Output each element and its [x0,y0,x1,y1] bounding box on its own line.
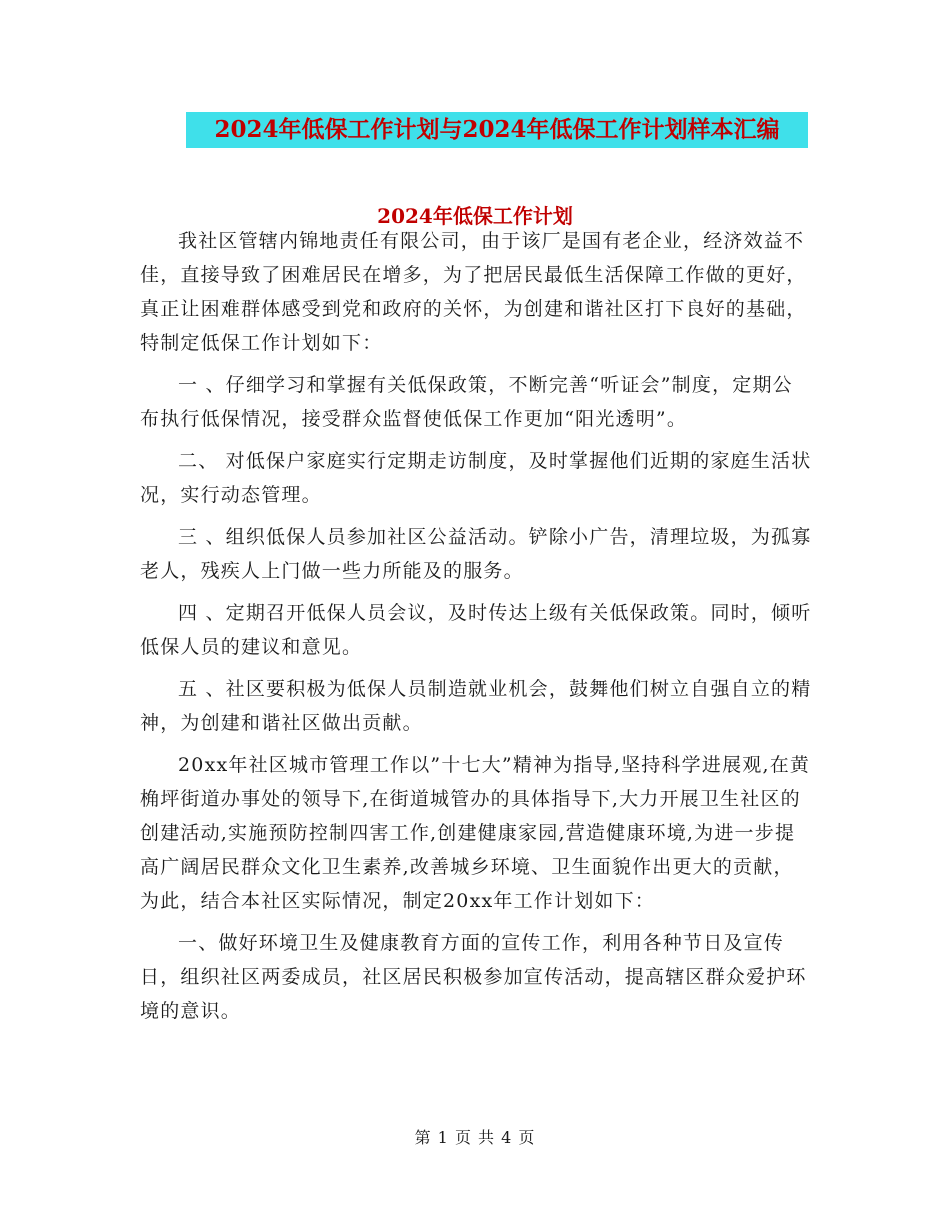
paragraph-item-3: 三 、组织低保人员参加社区公益活动。铲除小广告，清理垃圾，为孤寡老人，残疾人上门做一些力所能及的服务。 [140,526,812,582]
paragraph-city-management: 20xx年社区城市管理工作以”十七大”精神为指导,坚持科学进展观,在黄桷坪街道办事处的领导下,在街道城管办的具体指导下,大力开展卫生社区的创建活动,实施预防控制四害工作,创建健康家园,营造健康环境,为进一步提高广阔居民群众文化卫生素养,改善城乡环境、卫生面貌作出更大的贡献，为此，结合本社区实际情况，制定20xx年工作计划如下： [140,754,811,912]
document-body-paragraphs [140,224,812,1036]
page-number-footer: 第 1 页 共 4 页 [414,1128,536,1147]
paragraph-intro: 我社区管辖内锦地责任有限公司，由于该厂是国有老企业，经济效益不佳，直接导致了困难居民在增多，为了把居民最低生活保障工作做的更好，真正让困难群体感受到党和政府的关怀，为创建和谐社区打下良好的基础，特制定低保工作计划如下： [140,230,807,354]
paragraph-item-4: 四 、定期召开低保人员会议，及时传达上级有关低保政策。同时，倾听低保人员的建议和意见。 [140,602,812,658]
section-title: 2024年低保工作计划 [377,204,573,228]
document-main-title: 2024年低保工作计划与2024年低保工作计划样本汇编 [186,112,808,148]
paragraph-item-2: 二、 对低保户家庭实行定期走访制度，及时掌握他们近期的家庭生活状况，实行动态管理。 [140,450,812,506]
paragraph-item-5: 五 、社区要积极为低保人员制造就业机会，鼓舞他们树立自强自立的精神，为创建和谐社区做出贡献。 [140,678,812,734]
paragraph-item-1: 一 、仔细学习和掌握有关低保政策，不断完善“听证会”制度，定期公布执行低保情况，接受群众监督使低保工作更加“阳光透明”。 [140,374,793,430]
paragraph-plan-item-1: 一、做好环境卫生及健康教育方面的宣传工作，利用各种节日及宣传日，组织社区两委成员，社区居民积极参加宣传活动，提高辖区群众爱护环境的意识。 [140,932,807,1022]
